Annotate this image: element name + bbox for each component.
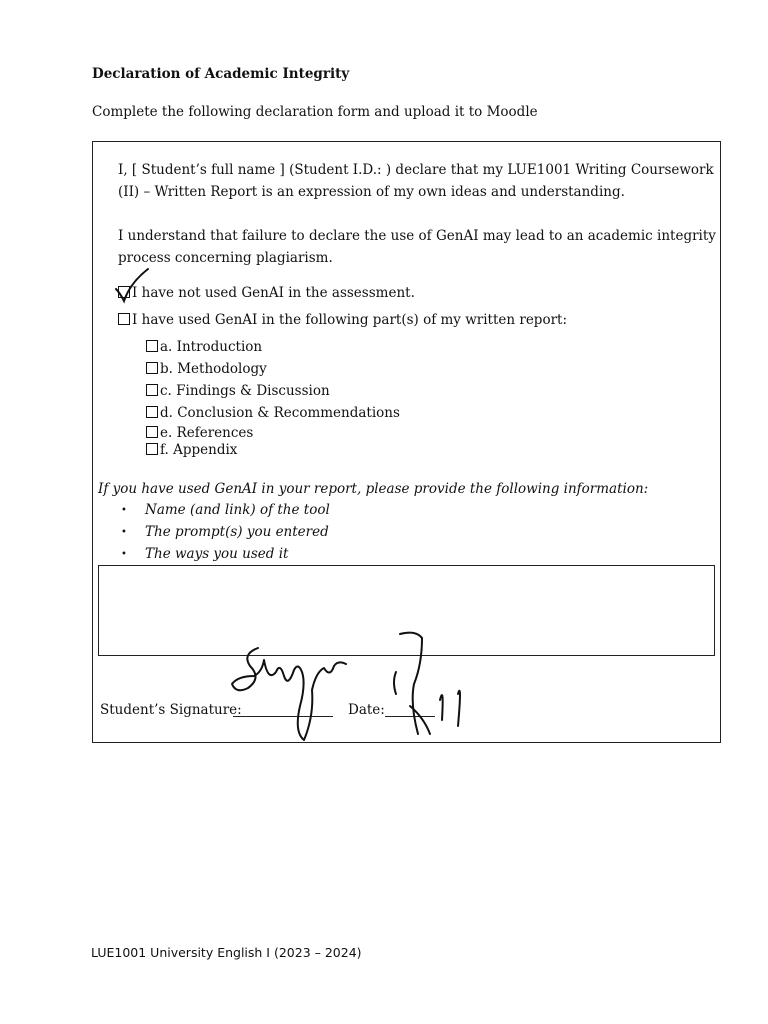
genai-info-prompt: If you have used GenAI in your report, please provide the following information: <box>98 481 649 497</box>
part-option-findings[interactable] <box>146 383 330 399</box>
handwritten-date <box>384 628 484 738</box>
findings-checkbox[interactable] <box>146 384 158 396</box>
bullet-icon: • <box>121 549 127 560</box>
form-title: Declaration of Academic Integrity <box>92 66 350 82</box>
declaration-line-2: (II) – Written Report is an expression of my own ideas and understanding. <box>118 184 625 200</box>
part-label: c. Findings & Discussion <box>160 383 330 399</box>
genai-bullet-item: The ways you used it <box>145 546 289 562</box>
genai-bullet-item: Name (and link) of the tool <box>145 502 330 518</box>
option-used-genai[interactable] <box>118 312 567 328</box>
option-not-used-genai[interactable] <box>118 285 415 301</box>
used-label: I have used GenAI in the following part(s) of my written report: <box>132 312 567 328</box>
part-label: b. Methodology <box>160 361 267 377</box>
date-label: Date: <box>348 702 385 718</box>
references-checkbox[interactable] <box>146 426 158 438</box>
part-label: f. Appendix <box>160 442 238 458</box>
bullet-icon: • <box>121 505 127 516</box>
part-label: e. References <box>160 425 254 441</box>
introduction-checkbox[interactable] <box>146 340 158 352</box>
declaration-line-1: I, [ Student’s full name ] (Student I.D.: ) declare that my LUE1001 Writing Coursework <box>118 162 714 178</box>
declaration-line-4: process concerning plagiarism. <box>118 250 333 266</box>
declaration-line-3: I understand that failure to declare the use of GenAI may lead to an academic integrity <box>118 228 716 244</box>
bullet-icon: • <box>121 527 127 538</box>
page-footer: LUE1001 University English I (2023 – 2024) <box>91 945 362 960</box>
used-checkbox[interactable] <box>118 313 130 325</box>
part-label: a. Introduction <box>160 339 263 355</box>
signature-label: Student’s Signature: <box>100 702 242 718</box>
form-instruction: Complete the following declaration form and upload it to Moodle <box>92 104 538 120</box>
part-option-references[interactable] <box>146 425 253 441</box>
appendix-checkbox[interactable] <box>146 443 158 455</box>
methodology-checkbox[interactable] <box>146 362 158 374</box>
handwritten-signature <box>228 636 358 746</box>
part-label: d. Conclusion & Recommendations <box>160 405 400 421</box>
part-option-conclusion[interactable] <box>146 405 400 421</box>
part-option-introduction[interactable] <box>146 339 262 355</box>
part-option-methodology[interactable] <box>146 361 267 377</box>
not-used-label: I have not used GenAI in the assessment. <box>132 285 415 301</box>
part-option-appendix[interactable] <box>146 442 237 458</box>
genai-bullet-item: The prompt(s) you entered <box>145 524 329 540</box>
handwritten-checkmark <box>114 265 154 305</box>
conclusion-checkbox[interactable] <box>146 406 158 418</box>
